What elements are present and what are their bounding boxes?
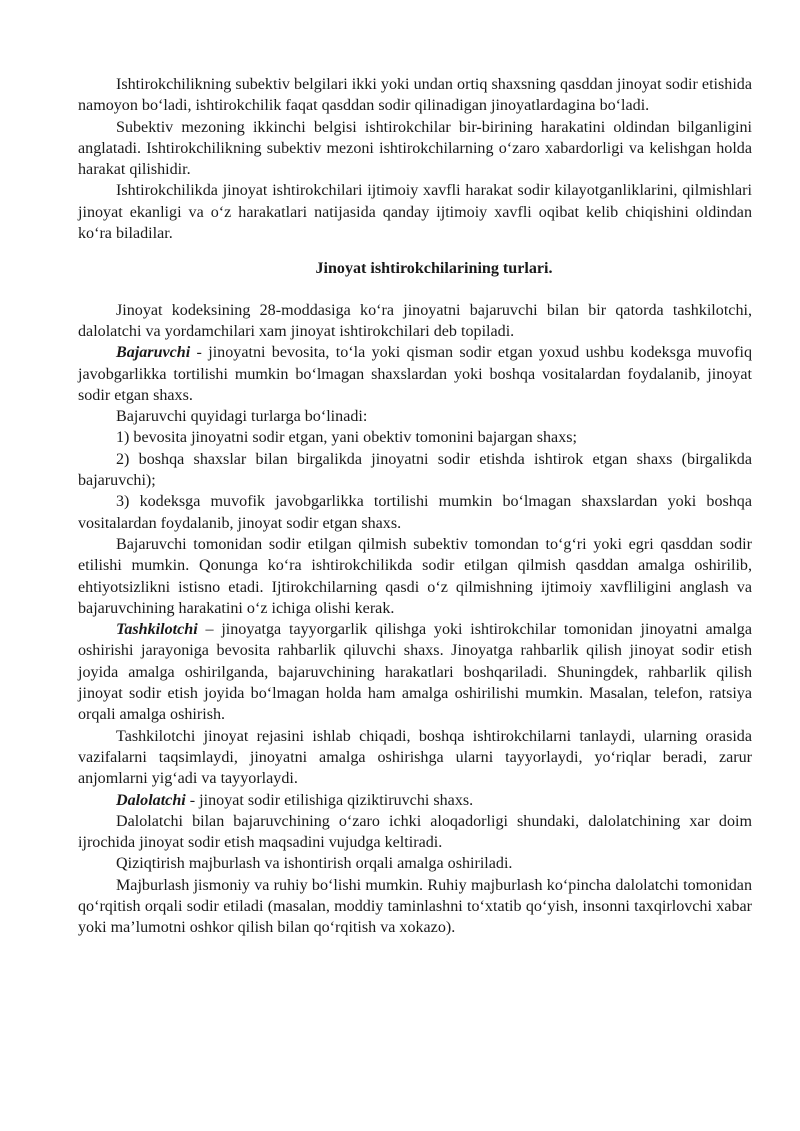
paragraph: Qiziqtirish majburlash va ishontirish orqali amalga oshiriladi. bbox=[116, 855, 513, 873]
definition-paragraph bbox=[78, 342, 752, 406]
definition-paragraph bbox=[78, 619, 752, 725]
definition-text: - jinoyat sodir etilishiga qiziktiruvchi shaxs. bbox=[185, 791, 474, 809]
section-heading: Jinoyat ishtirokchilarining turlari. bbox=[315, 260, 553, 278]
term-tashkilotchi: Tashkilotchi bbox=[116, 621, 198, 639]
list-item: 3) kodeksga muvofik javobgarlikka tortilishi mumkin bo‘lmagan shaxslardan yoki boshqa vositalardan foydalanib, jinoyat sodir etgan shaxs. bbox=[78, 493, 752, 532]
paragraph: Tashkilotchi jinoyat rejasini ishlab chiqadi, boshqa ishtirokchilarni tanlaydi, ularning orasida vazifalarni taqsimlaydi, jinoyatni amalga oshirishga ularni tayyorlaydi, yo‘riqlar beradi, zarur anjomlarni yig‘adi va tayyorlaydi. bbox=[78, 727, 752, 788]
paragraph: Dalolatchi bilan bajaruvchining o‘zaro ichki aloqadorligi shundaki, dalolatchining xar doim ijrochida jinoyat sodir etish maqsadini vujudga keltiradi. bbox=[78, 812, 752, 852]
term-bajaruvchi: Bajaruvchi bbox=[116, 344, 191, 362]
paragraph: Ishtirokchilikda jinoyat ishtirokchilari ijtimoiy xavfli harakat sodir kilayotganliklarini, qilmishlari jinoyat ekanligi va o‘z harakatlari natijasida qanday ijtimoiy xavfli oqibat kelib chiqishini oldindan ko‘ra biladilar. bbox=[78, 182, 752, 243]
definition-text: – jinoyatga tayyorgarlik qilishga yoki ishtirokchilar tomonidan jinoyatni amalga oshirishi jarayoniga bevosita rahbarlik qiluvchi shaxs. Jinoyatga rahbarlik qilish jinoyat sodir etish joyida amalga oshirilganda, bajaruvchining harakatlari boshqariladi. Shuningdek, rahbarlik qilish jinoyat sodir etish joyida bo‘lmagan holda ham amalga oshirilishi mumkin. Masalan, telefon, ratsiya orqali amalga oshirish. bbox=[78, 621, 752, 724]
paragraph: Ishtirokchilikning subektiv belgilari ikki yoki undan ortiq shaxsning qasddan jinoyat sodir etishida namoyon bo‘ladi, ishtirokchilik faqat qasddan sodir qilinadigan jinoyatlardagina bo‘ladi. bbox=[78, 76, 752, 115]
definition-paragraph bbox=[78, 790, 752, 811]
term-dalolatchi: Dalolatchi bbox=[116, 791, 186, 809]
paragraph: Subektiv mezoning ikkinchi belgisi ishtirokchilar bir-birining harakatini oldindan bilganligini anglatadi. Ishtirokchilikning subektiv mezoni ishtirokchilarning o‘zaro xabardorligi va kelishgan holda harakat qilishidir. bbox=[78, 118, 752, 179]
spacer bbox=[78, 280, 752, 300]
list-item: 2) boshqa shaxslar bilan birgalikda jinoyatni sodir etishda ishtirok etgan shaxs (birgalikda bajaruvchi); bbox=[78, 450, 752, 490]
paragraph: Majburlash jismoniy va ruhiy bo‘lishi mumkin. Ruhiy majburlash ko‘pincha dalolatchi tomonidan qo‘rqitish orqali sodir etiladi (masalan, moddiy taminlashni to‘xtatib qo‘yish, insonni taxqirlovchi xabar yoki ma’lumotni oshkor qilish bilan qo‘rqitish va xokazo). bbox=[78, 876, 752, 937]
paragraph: Bajaruvchi quyidagi turlarga bo‘linadi: bbox=[116, 408, 368, 426]
paragraph: Jinoyat kodeksining 28-moddasiga ko‘ra jinoyatni bajaruvchi bilan bir qatorda tashkilotchi, dalolatchi va yordamchilari xam jinoyat ishtirokchilari deb topiladi. bbox=[78, 301, 752, 340]
list-item: 1) bevosita jinoyatni sodir etgan, yani obektiv tomonini bajargan shaxs; bbox=[116, 429, 577, 447]
paragraph: Bajaruvchi tomonidan sodir etilgan qilmish subektiv tomondan to‘g‘ri yoki egri qasddan sodir etilishi mumkin. Qonunga ko‘ra ishtirokchilikda sodir etilgan qilmish qasddan amalga oshirilib, ehtiyotsizlikni istisno etadi. Ijtirokchilarning qasdi o‘z qilmishning ijtimoiy xavfliligini anglash va bajaruvchining harakatini o‘z ichiga olishi kerak. bbox=[78, 535, 752, 617]
definition-text: - jinoyatni bevosita, to‘la yoki qisman sodir etgan yoxud ushbu kodeksga muvofiq javobgarlikka tortilishi mumkin bo‘lmagan shaxslardan yoki boshqa vositalardan foydalanib, jinoyat sodir etgan shaxs. bbox=[78, 344, 752, 404]
